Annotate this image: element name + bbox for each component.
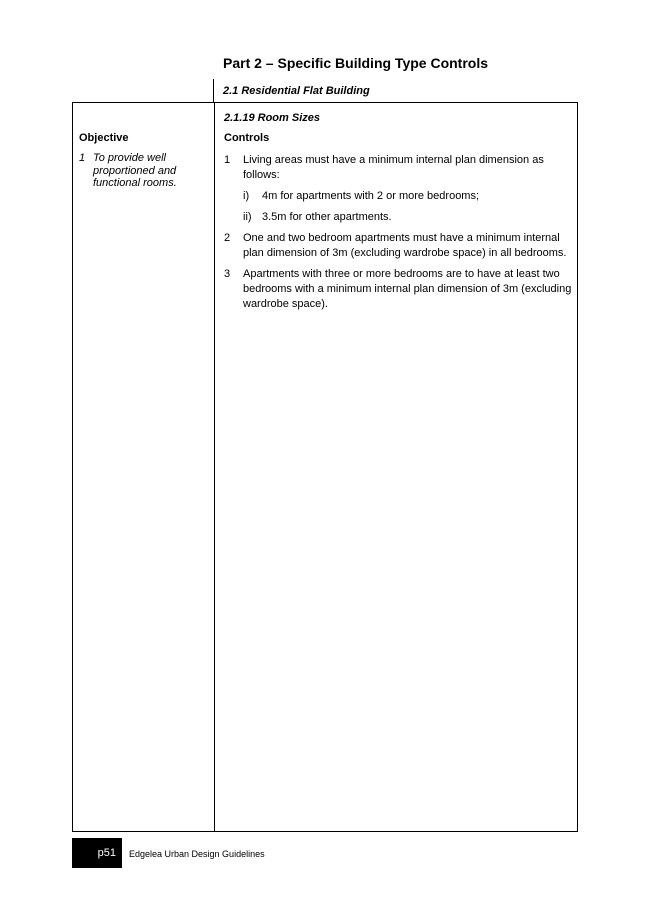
objective-text: To provide well proportioned and functional rooms. xyxy=(93,152,177,189)
control-text: Apartments with three or more bedrooms are to have at least two bedrooms with a minimum internal plan dimension of 3m (excluding wardrobe space). xyxy=(243,268,572,310)
sub-item-number: ii) xyxy=(243,211,252,223)
control-item xyxy=(224,153,574,225)
column-divider-top xyxy=(213,79,214,103)
sub-item-text: 3.5m for other apartments. xyxy=(262,211,392,223)
control-number: 1 xyxy=(224,154,231,166)
control-number: 2 xyxy=(224,232,231,244)
control-item xyxy=(224,267,574,312)
control-sub-item xyxy=(243,189,574,204)
column-divider xyxy=(214,103,215,831)
control-text: Living areas must have a minimum internal plan dimension as follows: xyxy=(243,154,544,181)
section-title: 2.1 Residential Flat Building xyxy=(223,85,370,97)
controls-list xyxy=(224,153,574,318)
objective-heading: Objective xyxy=(79,132,129,144)
control-text: One and two bedroom apartments must have a minimum internal plan dimension of 3m (excluding wardrobe space) in all bedrooms. xyxy=(243,232,567,259)
subsection-title: 2.1.19 Room Sizes xyxy=(224,112,320,124)
controls-heading: Controls xyxy=(224,132,270,144)
content-table xyxy=(72,102,578,832)
sub-item-text: 4m for apartments with 2 or more bedrooms; xyxy=(262,190,480,202)
sub-item-number: i) xyxy=(243,190,250,202)
page-number-badge: p51 xyxy=(72,838,122,868)
control-body xyxy=(243,153,574,225)
part-title: Part 2 – Specific Building Type Controls xyxy=(223,55,489,71)
objective-number: 1 xyxy=(79,152,86,164)
control-number: 3 xyxy=(224,268,231,280)
control-item xyxy=(224,231,574,261)
document-title: Edgelea Urban Design Guidelines xyxy=(129,849,265,859)
control-sub-item xyxy=(243,210,574,225)
objective-item xyxy=(79,152,207,190)
